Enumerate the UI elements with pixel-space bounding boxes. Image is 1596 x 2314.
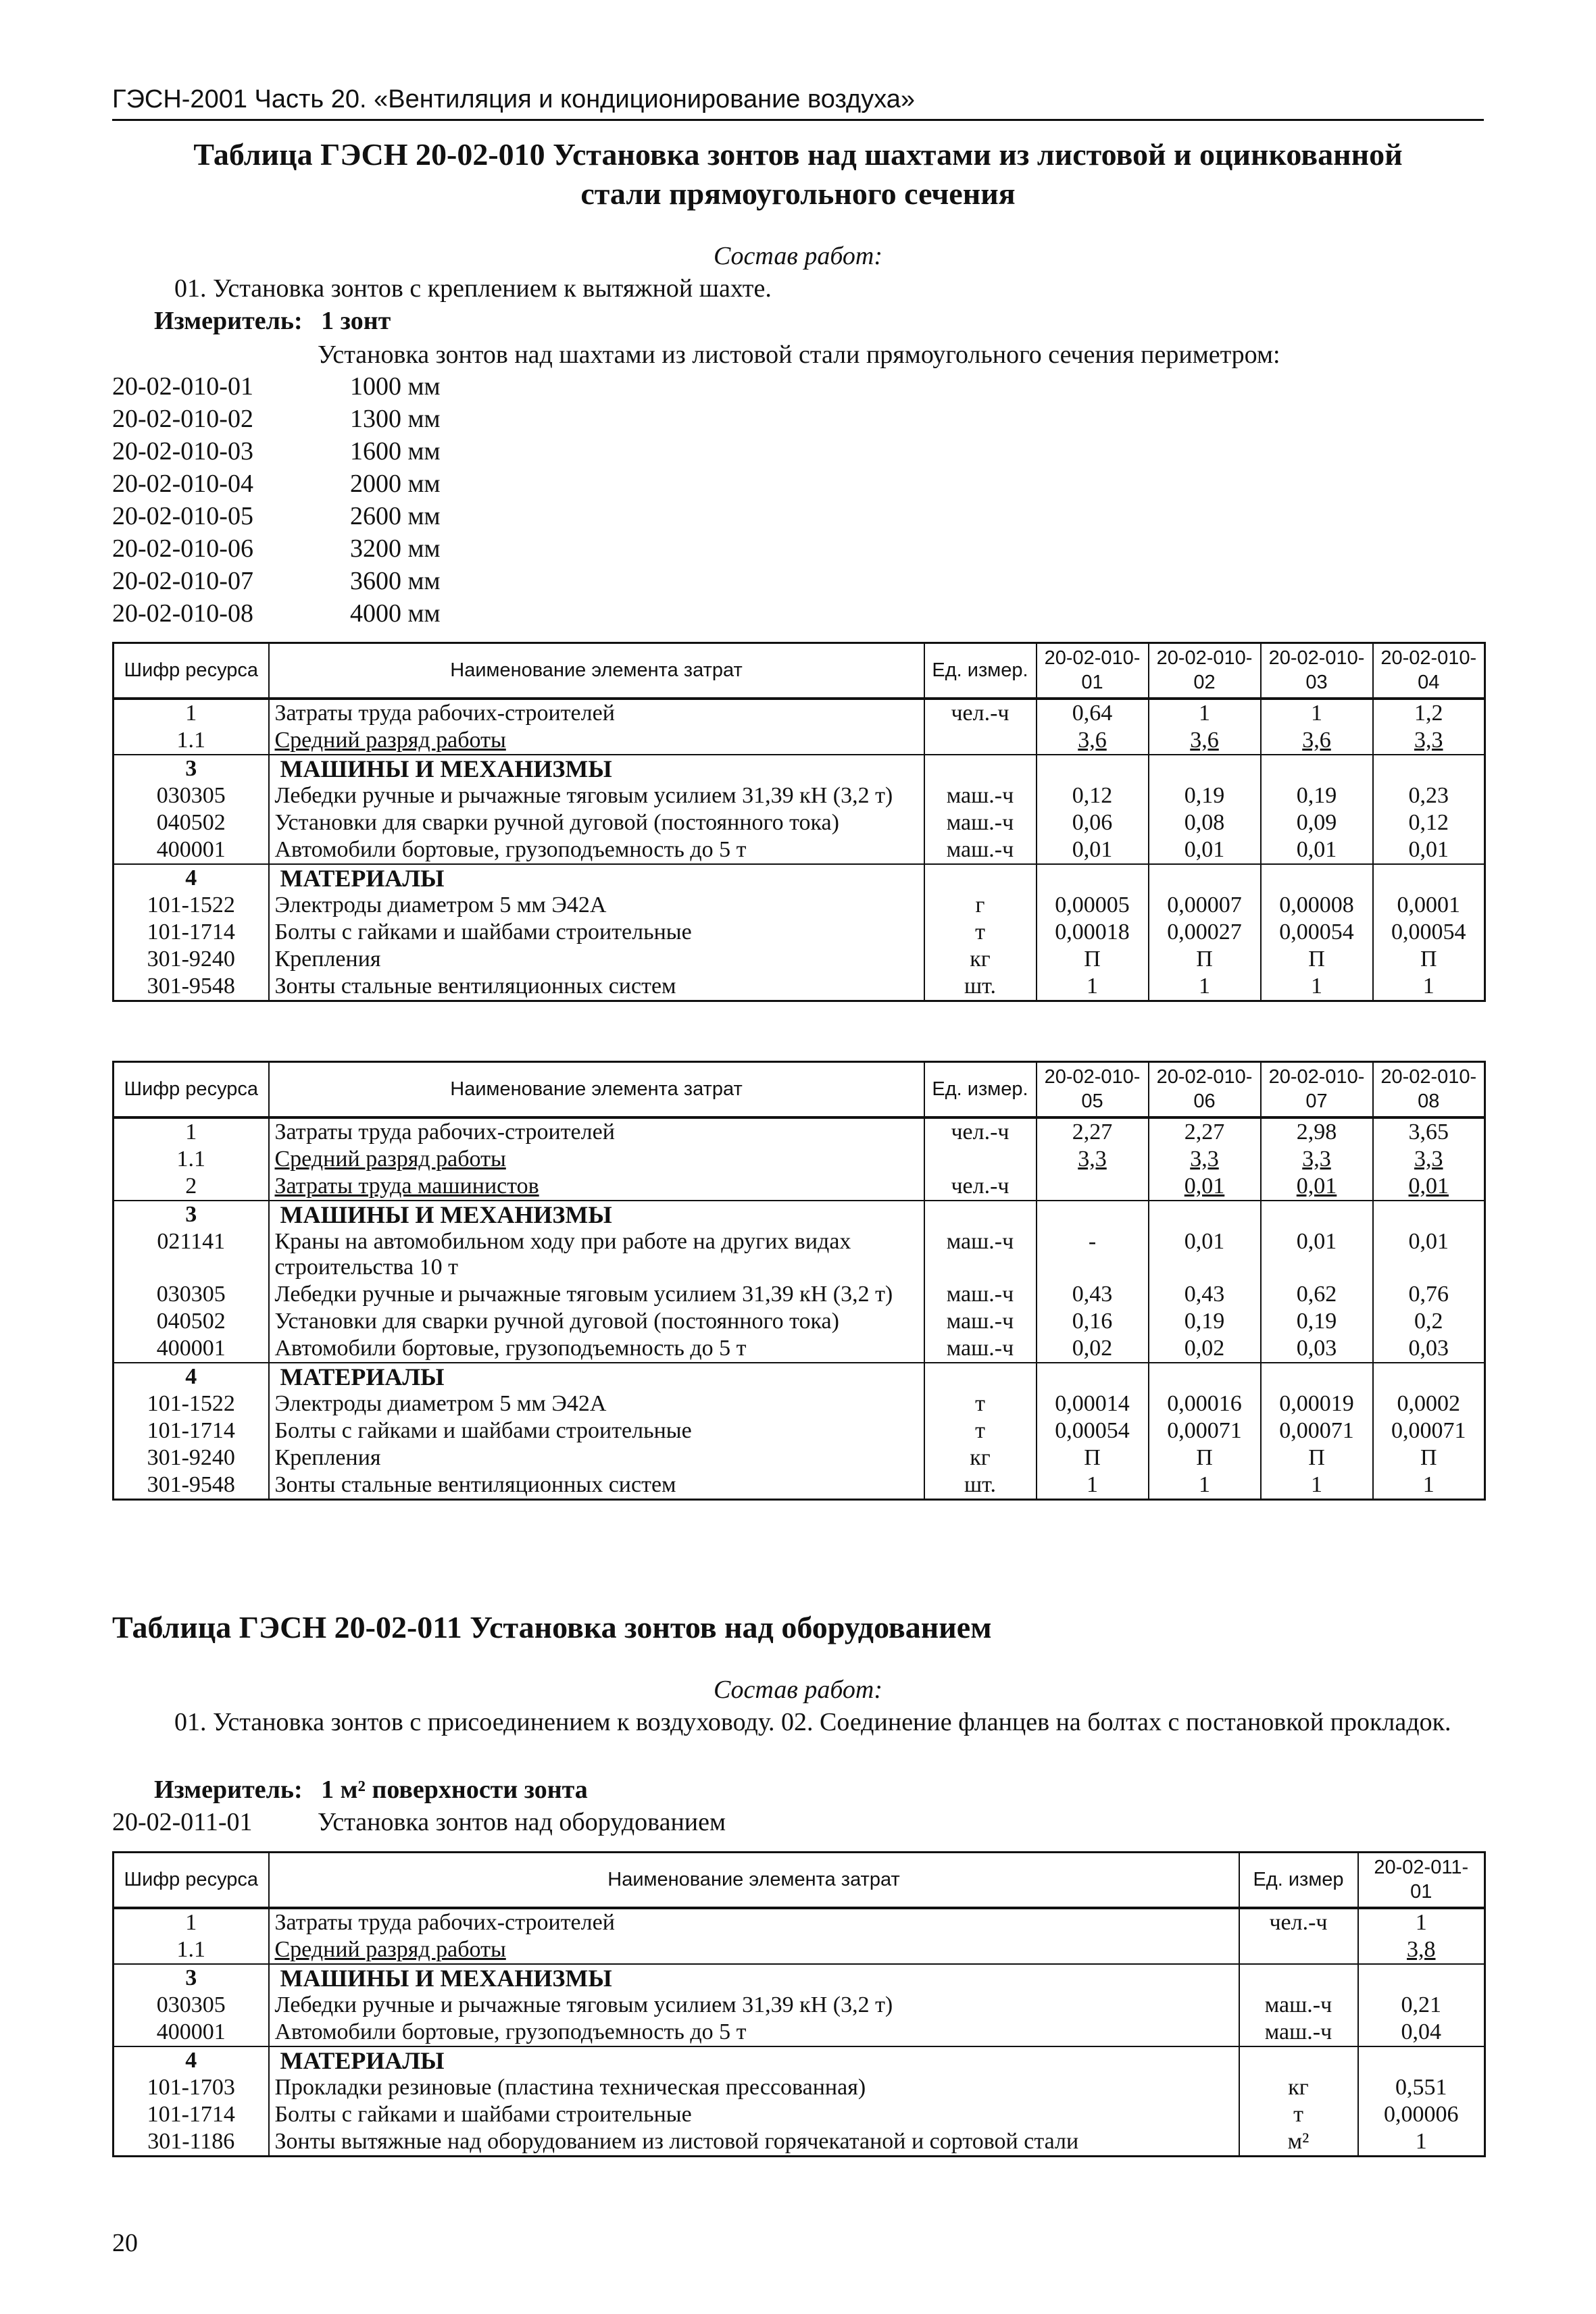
cell-value: 0,19: [1261, 782, 1373, 809]
cell-name: Затраты труда рабочих-строителей: [269, 1908, 1239, 1936]
cell-value: 0,06: [1037, 809, 1149, 836]
header-cell: 20-02-010-05: [1037, 1062, 1149, 1117]
cell-name: Лебедки ручные и рычажные тяговым усилием 31,39 кН (3,2 т): [269, 1281, 924, 1308]
header-cell: 20-02-010-06: [1149, 1062, 1261, 1117]
code-value: Установка зонтов над оборудованием: [318, 1808, 726, 1836]
cell-value: 0,12: [1373, 809, 1485, 836]
cell-value: 0,64: [1037, 699, 1149, 727]
header-cell: Наименование элемента затрат: [269, 1062, 924, 1117]
cell-unit: кг: [1239, 2074, 1358, 2101]
cell-value: 0,551: [1358, 2074, 1485, 2101]
table-header-row: [114, 1853, 1485, 1908]
header-cell: Ед. измер.: [924, 643, 1037, 699]
measure-value: 1 м² поверхности зонта: [321, 1776, 588, 1804]
code: 20-02-010-03: [112, 437, 253, 466]
table-section-row: [114, 1964, 1485, 1992]
cell-unit: т: [1239, 2101, 1358, 2128]
cell-unit: маш.-ч: [924, 782, 1037, 809]
cell-code: 030305: [114, 1281, 269, 1308]
cell-unit: маш.-ч: [924, 809, 1037, 836]
cell-name: Средний разряд работы: [269, 1936, 1239, 1964]
cell-value: 0,00071: [1261, 1417, 1373, 1444]
table-row: [114, 2019, 1485, 2046]
table-row: [114, 782, 1485, 809]
cell-value: 0,01: [1373, 1228, 1485, 1281]
measure-label: Измеритель:: [154, 1776, 303, 1804]
cell-name: Крепления: [269, 1444, 924, 1472]
header-cell: Наименование элемента затрат: [269, 1853, 1239, 1908]
cell-section-title: МАШИНЫ И МЕХАНИЗМЫ: [269, 1201, 924, 1228]
code-value: 3600 мм: [350, 567, 441, 595]
cell-code: 040502: [114, 1308, 269, 1335]
cell-value: 0,62: [1261, 1281, 1373, 1308]
table-row: [114, 1908, 1485, 1936]
cell-section-title: МАТЕРИАЛЫ: [269, 1363, 924, 1390]
cell-unit: чел.-ч: [1239, 1908, 1358, 1936]
cell-value: 2,27: [1037, 1117, 1149, 1146]
table2-title: Таблица ГЭСН 20-02-011 Установка зонтов над оборудованием: [112, 1610, 992, 1644]
cell-value: 0,19: [1149, 782, 1261, 809]
code-row: [112, 597, 441, 630]
cell-unit: г: [924, 892, 1037, 919]
header-cell: 20-02-010-07: [1261, 1062, 1373, 1117]
cell-value: П: [1149, 946, 1261, 973]
code-row: [112, 468, 441, 500]
cell-name: Затраты труда рабочих-строителей: [269, 1117, 924, 1146]
cell-code: 101-1703: [114, 2074, 269, 2101]
table-row: [114, 2128, 1485, 2157]
cell-value: 0,00071: [1149, 1417, 1261, 1444]
cell-code: 2: [114, 1173, 269, 1201]
cell-value: П: [1261, 1444, 1373, 1472]
cell-code: 301-9240: [114, 946, 269, 973]
cell-code: 030305: [114, 782, 269, 809]
header-cell: 20-02-010-08: [1373, 1062, 1485, 1117]
cell-unit: маш.-ч: [924, 1335, 1037, 1363]
cell-unit: чел.-ч: [924, 1173, 1037, 1201]
cell-value: 0,00054: [1373, 919, 1485, 946]
cell-name: Затраты труда рабочих-строителей: [269, 699, 924, 727]
table-row: [114, 1936, 1485, 1964]
cell-value: 0,43: [1037, 1281, 1149, 1308]
table-row: [114, 836, 1485, 864]
table-section-row: [114, 1363, 1485, 1390]
cell-value: 3,8: [1358, 1936, 1485, 1964]
norm-table-2: [112, 1061, 1486, 1501]
cell-value: 0,01: [1149, 836, 1261, 864]
code-row: [112, 500, 441, 532]
cell-name: Болты с гайками и шайбами строительные: [269, 1417, 924, 1444]
table-row: [114, 1472, 1485, 1500]
cell-name: Крепления: [269, 946, 924, 973]
cell-section-title: МАШИНЫ И МЕХАНИЗМЫ: [269, 1964, 1239, 1992]
cell-value: 0,03: [1373, 1335, 1485, 1363]
code-value: 1000 мм: [350, 372, 441, 401]
code-value: 2000 мм: [350, 470, 441, 498]
cell-value: 0,16: [1037, 1308, 1149, 1335]
cell-code: 4: [114, 864, 269, 892]
cell-unit: маш.-ч: [1239, 2019, 1358, 2046]
cell-value: 1: [1037, 973, 1149, 1001]
cell-code: 101-1714: [114, 2101, 269, 2128]
cell-value: 0,03: [1261, 1335, 1373, 1363]
table-row: [114, 1146, 1485, 1173]
header-cell: 20-02-011-01: [1358, 1853, 1485, 1908]
table1-measure: [154, 305, 391, 336]
code-value: 1300 мм: [350, 405, 441, 433]
cell-value: 0,01: [1373, 1173, 1485, 1201]
cell-name: Лебедки ручные и рычажные тяговым усилием 31,39 кН (3,2 т): [269, 1992, 1239, 2019]
code-row: [112, 403, 441, 435]
cell-value: -: [1037, 1228, 1149, 1281]
cell-value: 0,02: [1037, 1335, 1149, 1363]
cell-value: 3,3: [1373, 727, 1485, 755]
cell-value: 1: [1149, 699, 1261, 727]
cell-code: 1.1: [114, 727, 269, 755]
cell-code: 301-1186: [114, 2128, 269, 2157]
header-cell: 20-02-010-01: [1037, 643, 1149, 699]
cell-code: 400001: [114, 2019, 269, 2046]
cell-value: 0,00006: [1358, 2101, 1485, 2128]
table2-measure: [154, 1774, 588, 1805]
cell-value: 0,01: [1261, 836, 1373, 864]
cell-value: 1: [1373, 973, 1485, 1001]
cell-unit: чел.-ч: [924, 1117, 1037, 1146]
cell-name: Лебедки ручные и рычажные тяговым усилием 31,39 кН (3,2 т): [269, 782, 924, 809]
table-header-row: [114, 1062, 1485, 1117]
cell-value: 0,00007: [1149, 892, 1261, 919]
table-row: [114, 1444, 1485, 1472]
cell-value: 0,00008: [1261, 892, 1373, 919]
header-cell: 20-02-010-04: [1373, 643, 1485, 699]
cell-code: 1: [114, 1908, 269, 1936]
cell-value: 1: [1373, 1472, 1485, 1500]
code-value: 3200 мм: [350, 534, 441, 563]
table-row: [114, 699, 1485, 727]
cell-value: 0,12: [1037, 782, 1149, 809]
cell-unit: кг: [924, 946, 1037, 973]
header-cell: Шифр ресурса: [114, 1853, 269, 1908]
cell-code: 3: [114, 755, 269, 782]
cell-value: 1: [1149, 973, 1261, 1001]
header-cell: Наименование элемента затрат: [269, 643, 924, 699]
cell-value: 1: [1358, 2128, 1485, 2157]
cell-name: Зонты стальные вентиляционных систем: [269, 1472, 924, 1500]
table1-title-line2: стали прямоугольного сечения: [580, 176, 1016, 211]
table-row: [114, 919, 1485, 946]
table2-composition-title: Состав работ:: [713, 1676, 883, 1704]
code-value: 2600 мм: [350, 502, 441, 530]
code: 20-02-010-05: [112, 502, 253, 530]
cell-value: 1: [1037, 1472, 1149, 1500]
code: 20-02-010-06: [112, 534, 253, 563]
cell-value: 0,02: [1149, 1335, 1261, 1363]
code: 20-02-011-01: [112, 1808, 253, 1836]
table-row: [114, 892, 1485, 919]
cell-value: 0,76: [1373, 1281, 1485, 1308]
cell-value: 1: [1149, 1472, 1261, 1500]
cell-value: 0,0002: [1373, 1390, 1485, 1417]
cell-value: 0,01: [1037, 836, 1149, 864]
cell-code: 1.1: [114, 1146, 269, 1173]
cell-value: 0,00019: [1261, 1390, 1373, 1417]
cell-unit: маш.-ч: [924, 1308, 1037, 1335]
cell-value: 1: [1358, 1908, 1485, 1936]
cell-value: 0,00016: [1149, 1390, 1261, 1417]
code: 20-02-010-08: [112, 599, 253, 628]
cell-code: 101-1714: [114, 1417, 269, 1444]
code: 20-02-010-01: [112, 372, 253, 401]
cell-code: 400001: [114, 1335, 269, 1363]
cell-value: П: [1037, 1444, 1149, 1472]
cell-value: 0,43: [1149, 1281, 1261, 1308]
table-row: [114, 1992, 1485, 2019]
cell-value: 1: [1261, 1472, 1373, 1500]
cell-name: Установки для сварки ручной дуговой (постоянного тока): [269, 809, 924, 836]
table2-code-row: [112, 1807, 726, 1838]
cell-value: 0,00018: [1037, 919, 1149, 946]
cell-unit: м²: [1239, 2128, 1358, 2157]
cell-section-title: МАТЕРИАЛЫ: [269, 2046, 1239, 2074]
cell-value: 0,00071: [1373, 1417, 1485, 1444]
cell-code: 3: [114, 1964, 269, 1992]
page-number: 20: [112, 2229, 138, 2257]
header-cell: Шифр ресурса: [114, 1062, 269, 1117]
cell-value: 0,01: [1149, 1173, 1261, 1201]
cell-value: П: [1373, 1444, 1485, 1472]
cell-unit: маш.-ч: [1239, 1992, 1358, 2019]
cell-code: 021141: [114, 1228, 269, 1281]
cell-value: 0,19: [1149, 1308, 1261, 1335]
cell-value: П: [1149, 1444, 1261, 1472]
cell-section-title: МАТЕРИАЛЫ: [269, 864, 924, 892]
cell-name: Зонты стальные вентиляционных систем: [269, 973, 924, 1001]
cell-unit: [924, 727, 1037, 755]
code: 20-02-010-02: [112, 405, 253, 433]
cell-value: 0,08: [1149, 809, 1261, 836]
cell-value: 0,00027: [1149, 919, 1261, 946]
table2-composition-text: 01. Установка зонтов с присоединением к воздуховоду. 02. Соединение фланцев на болтах с постановкой прокладок.: [174, 1708, 1451, 1736]
header-cell: 20-02-010-02: [1149, 643, 1261, 699]
code: 20-02-010-07: [112, 567, 253, 595]
code-value: 1600 мм: [350, 437, 441, 466]
cell-code: 101-1522: [114, 892, 269, 919]
cell-unit: [1239, 1936, 1358, 1964]
code-row: [112, 435, 441, 468]
table1-title-line1: Таблица ГЭСН 20-02-010 Установка зонтов над шахтами из листовой и оцинкованной: [193, 137, 1403, 172]
cell-code: 400001: [114, 836, 269, 864]
cell-code: 301-9548: [114, 1472, 269, 1500]
cell-code: 040502: [114, 809, 269, 836]
cell-code: 1: [114, 1117, 269, 1146]
cell-unit: маш.-ч: [924, 1281, 1037, 1308]
cell-value: П: [1373, 946, 1485, 973]
code-value: 4000 мм: [350, 599, 441, 628]
cell-name: Прокладки резиновые (пластина техническая прессованная): [269, 2074, 1239, 2101]
norm-table-3: [112, 1851, 1486, 2157]
cell-name: Болты с гайками и шайбами строительные: [269, 919, 924, 946]
header-cell: Ед. измер.: [924, 1062, 1037, 1117]
cell-unit: шт.: [924, 1472, 1037, 1500]
table-row: [114, 2074, 1485, 2101]
table-row: [114, 946, 1485, 973]
cell-value: 0,00054: [1261, 919, 1373, 946]
cell-section-title: МАШИНЫ И МЕХАНИЗМЫ: [269, 755, 924, 782]
measure-label: Измеритель:: [154, 307, 303, 335]
cell-value: 0,19: [1261, 1308, 1373, 1335]
cell-value: 0,04: [1358, 2019, 1485, 2046]
cell-value: 0,0001: [1373, 892, 1485, 919]
cell-value: 3,6: [1261, 727, 1373, 755]
cell-value: 1: [1261, 699, 1373, 727]
cell-value: 3,3: [1037, 1146, 1149, 1173]
cell-name: Автомобили бортовые, грузоподъемность до 5 т: [269, 1335, 924, 1363]
cell-value: 0,23: [1373, 782, 1485, 809]
cell-name: Электроды диаметром 5 мм Э42А: [269, 1390, 924, 1417]
cell-code: 4: [114, 1363, 269, 1390]
cell-value: 0,01: [1149, 1228, 1261, 1281]
cell-value: 0,2: [1373, 1308, 1485, 1335]
cell-value: 3,6: [1149, 727, 1261, 755]
cell-value: 3,65: [1373, 1117, 1485, 1146]
cell-value: 0,01: [1261, 1173, 1373, 1201]
code-row: [112, 532, 441, 565]
table-row: [114, 727, 1485, 755]
cell-value: 0,09: [1261, 809, 1373, 836]
cell-code: 1.1: [114, 1936, 269, 1964]
cell-name: Автомобили бортовые, грузоподъемность до 5 т: [269, 836, 924, 864]
table-row: [114, 2101, 1485, 2128]
code: 20-02-010-04: [112, 470, 253, 498]
norm-table-1: [112, 642, 1486, 1002]
cell-code: 4: [114, 2046, 269, 2074]
cell-name: Средний разряд работы: [269, 727, 924, 755]
cell-value: 0,00005: [1037, 892, 1149, 919]
table-row: [114, 1228, 1485, 1281]
cell-unit: маш.-ч: [924, 1228, 1037, 1281]
cell-value: 0,21: [1358, 1992, 1485, 2019]
table-row: [114, 1173, 1485, 1201]
cell-value: [1037, 1173, 1149, 1201]
cell-code: 030305: [114, 1992, 269, 2019]
cell-value: 0,00014: [1037, 1390, 1149, 1417]
table-row: [114, 809, 1485, 836]
cell-name: Установки для сварки ручной дуговой (постоянного тока): [269, 1308, 924, 1335]
table1-description: Установка зонтов над шахтами из листовой стали прямоугольного сечения периметром:: [318, 341, 1280, 369]
cell-unit: [924, 1146, 1037, 1173]
cell-value: 3,6: [1037, 727, 1149, 755]
cell-code: 3: [114, 1201, 269, 1228]
cell-unit: т: [924, 919, 1037, 946]
table-section-row: [114, 2046, 1485, 2074]
cell-code: 101-1714: [114, 919, 269, 946]
cell-unit: кг: [924, 1444, 1037, 1472]
cell-value: П: [1261, 946, 1373, 973]
table-section-row: [114, 864, 1485, 892]
table-header-row: [114, 643, 1485, 699]
cell-unit: чел.-ч: [924, 699, 1037, 727]
code-row: [112, 370, 441, 403]
table-row: [114, 1335, 1485, 1363]
cell-value: 3,3: [1149, 1146, 1261, 1173]
cell-code: 1: [114, 699, 269, 727]
cell-value: 1,2: [1373, 699, 1485, 727]
cell-code: 101-1522: [114, 1390, 269, 1417]
cell-name: Электроды диаметром 5 мм Э42А: [269, 892, 924, 919]
table-row: [114, 1281, 1485, 1308]
table1-composition-text: 01. Установка зонтов с креплением к вытяжной шахте.: [174, 274, 772, 303]
cell-value: 1: [1261, 973, 1373, 1001]
table-row: [114, 1117, 1485, 1146]
table-row: [114, 973, 1485, 1001]
cell-value: 0,01: [1261, 1228, 1373, 1281]
cell-name: Затраты труда машинистов: [269, 1173, 924, 1201]
cell-value: 0,00054: [1037, 1417, 1149, 1444]
table-section-row: [114, 1201, 1485, 1228]
cell-value: 3,3: [1373, 1146, 1485, 1173]
cell-value: 2,98: [1261, 1117, 1373, 1146]
code-row: [112, 565, 441, 597]
table-section-row: [114, 755, 1485, 782]
cell-value: 2,27: [1149, 1117, 1261, 1146]
table-row: [114, 1390, 1485, 1417]
cell-value: 3,3: [1261, 1146, 1373, 1173]
cell-code: 301-9240: [114, 1444, 269, 1472]
cell-value: П: [1037, 946, 1149, 973]
cell-unit: т: [924, 1417, 1037, 1444]
header-cell: 20-02-010-03: [1261, 643, 1373, 699]
cell-value: 0,01: [1373, 836, 1485, 864]
cell-name: Краны на автомобильном ходу при работе на других видах строительства 10 т: [269, 1228, 924, 1281]
cell-name: Средний разряд работы: [269, 1146, 924, 1173]
cell-name: Зонты вытяжные над оборудованием из листовой горячекатаной и сортовой стали: [269, 2128, 1239, 2157]
measure-value: 1 зонт: [321, 307, 391, 335]
table-row: [114, 1308, 1485, 1335]
cell-unit: шт.: [924, 973, 1037, 1001]
cell-unit: маш.-ч: [924, 836, 1037, 864]
cell-unit: т: [924, 1390, 1037, 1417]
table-row: [114, 1417, 1485, 1444]
cell-name: Болты с гайками и шайбами строительные: [269, 2101, 1239, 2128]
table1-composition-title: Состав работ:: [713, 242, 883, 270]
header-cell: Ед. измер: [1239, 1853, 1358, 1908]
running-head: ГЭСН-2001 Часть 20. «Вентиляция и кондиционирование воздуха»: [112, 84, 1484, 121]
cell-code: 301-9548: [114, 973, 269, 1001]
cell-name: Автомобили бортовые, грузоподъемность до 5 т: [269, 2019, 1239, 2046]
header-cell: Шифр ресурса: [114, 643, 269, 699]
